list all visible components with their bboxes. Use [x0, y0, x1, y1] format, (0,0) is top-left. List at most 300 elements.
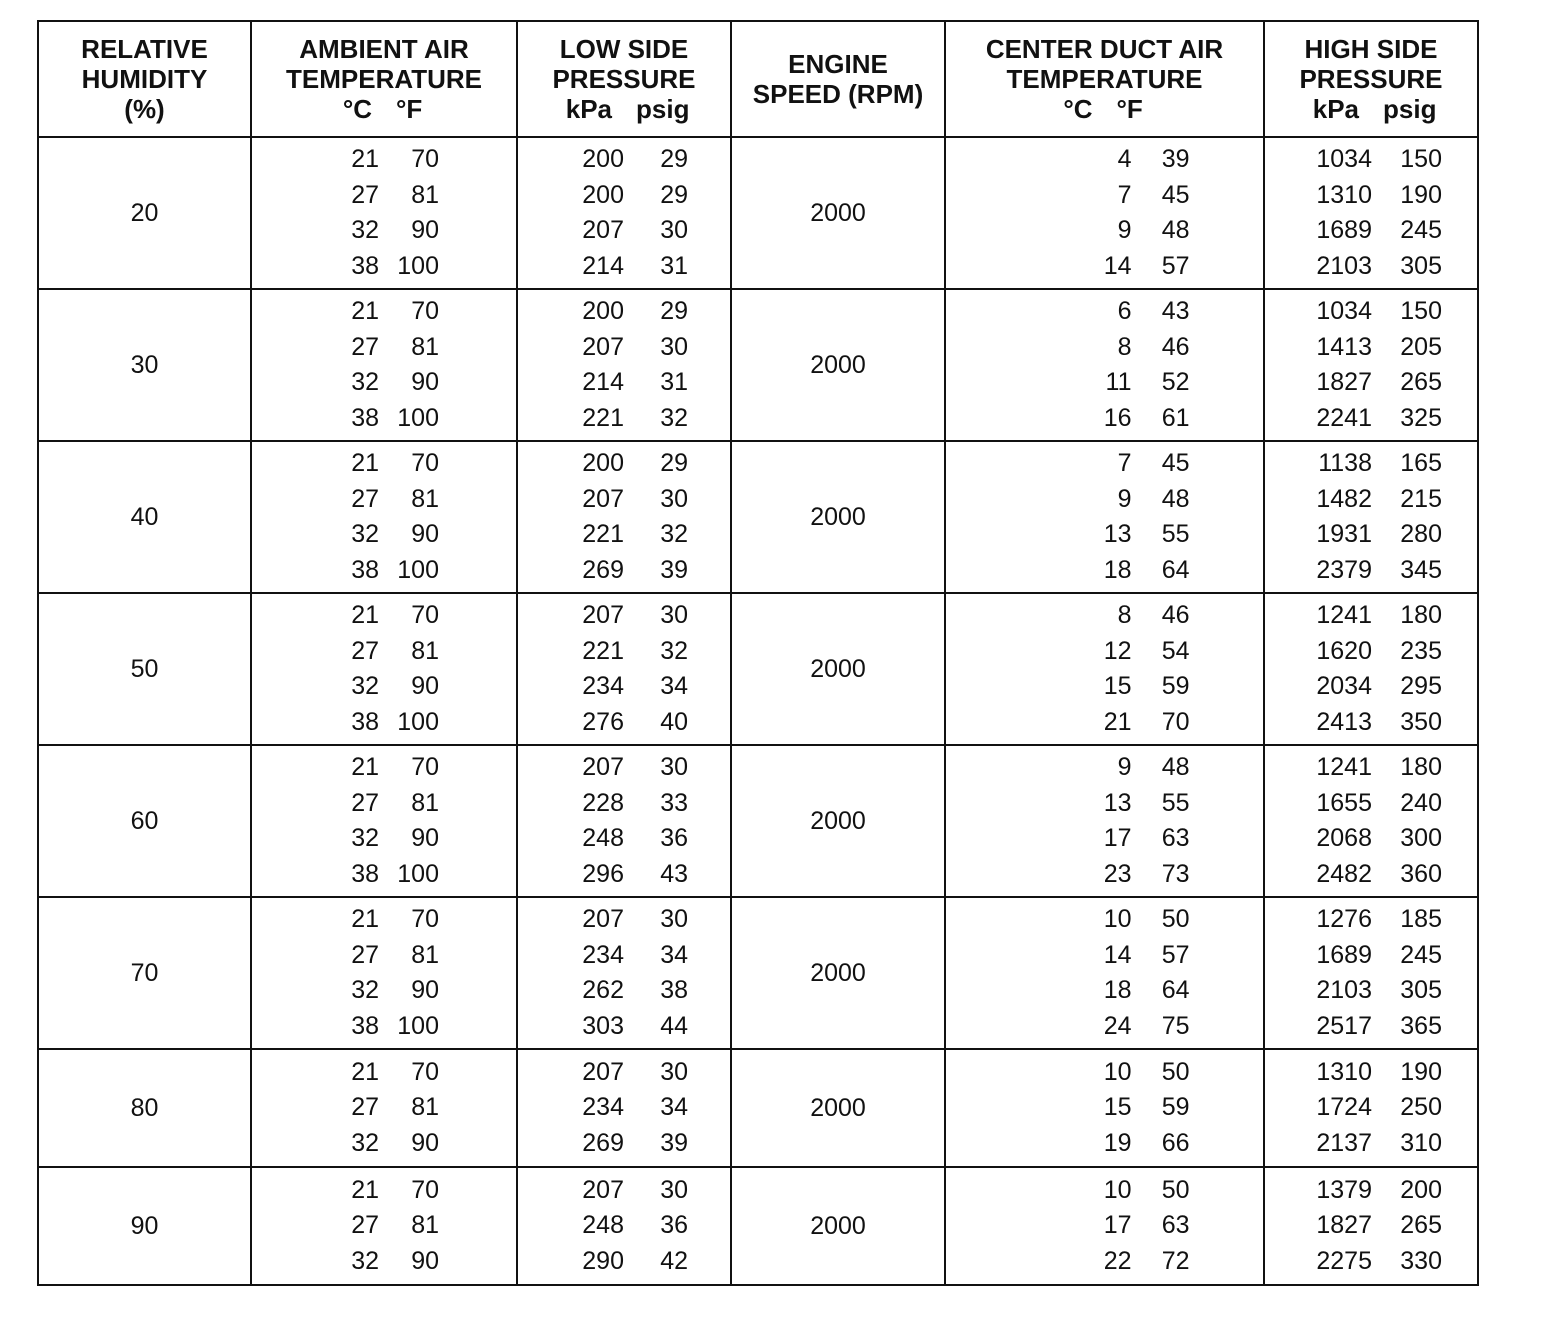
high-side-pressure-value-2: 245 [1400, 216, 1442, 244]
high-side-pressure-value-2: 360 [1400, 859, 1442, 888]
low-side-pressure-value-1: 269 [582, 1128, 624, 1157]
ambient-temperature-value-2: 70 [411, 905, 439, 933]
high-side-pressure-value-pair [1265, 786, 1477, 822]
ambient-temperature-value-2: 70 [411, 297, 439, 325]
low-side-pressure-value-pair [518, 705, 730, 741]
ambient-temperature-value-1: 27 [351, 1093, 379, 1122]
header-low-side-pressure: LOW SIDE PRESSURE kPa psig [517, 21, 731, 137]
ambient-temperature-value-1: 27 [351, 332, 379, 361]
low-side-pressure-value-1: 221 [582, 403, 624, 432]
low-side-pressure-value-2: 31 [660, 368, 688, 396]
high-side-pressure-value-2: 325 [1400, 403, 1442, 432]
center-duct-temperature-value-pair [946, 446, 1263, 482]
high-side-pressure-value-2: 250 [1400, 1093, 1442, 1122]
high-side-pressure-value-2: 235 [1400, 636, 1442, 665]
low-side-pressure-value-2: 29 [660, 145, 688, 173]
high-side-pressure-value-pair [1265, 1173, 1477, 1209]
low-side-pressure-value-1: 214 [582, 251, 624, 280]
low-side-pressure-value-pair [518, 821, 730, 857]
high-side-pressure-value-pair [1265, 553, 1477, 589]
high-side-pressure-value-pair [1265, 1126, 1477, 1162]
low-side-pressure-value-2: 34 [660, 1093, 688, 1122]
center-duct-temperature-value-1: 10 [1103, 1175, 1132, 1204]
high-side-pressure-value-2: 305 [1400, 251, 1442, 280]
low-side-pressure-value-pair [518, 669, 730, 705]
high-side-pressure-value-1: 1138 [1318, 449, 1372, 477]
ambient-temperature-value-2: 70 [411, 1057, 439, 1086]
high-side-pressure-value-2: 345 [1400, 555, 1442, 584]
low-side-pressure-value-1: 234 [582, 1093, 624, 1122]
high-side-pressure-value-pair [1265, 142, 1477, 178]
ambient-temperature-value-1: 32 [351, 520, 379, 548]
low-side-pressure-value-1: 221 [582, 520, 624, 548]
ambient-temperature-value-2: 90 [411, 1246, 439, 1275]
ambient-temperature-value-pair [252, 705, 516, 741]
ambient-temperature-value-pair [252, 1090, 516, 1126]
high-side-pressure-value-pair [1265, 705, 1477, 741]
low-side-pressure-value-1: 303 [582, 1011, 624, 1040]
ambient-temperature-value-pair [252, 1208, 516, 1244]
ambient-temperature-value-2: 81 [411, 1093, 439, 1122]
center-duct-temperature-value-1: 11 [1105, 368, 1132, 396]
ambient-temperature-value-2: 100 [397, 403, 439, 432]
center-duct-temperature-value-pair [946, 1055, 1263, 1091]
high-side-pressure-value-pair [1265, 1055, 1477, 1091]
low-side-pressure-value-1: 207 [582, 484, 624, 513]
center-duct-temperature-value-2: 73 [1161, 859, 1190, 888]
high-side-pressure-value-2: 295 [1400, 672, 1442, 700]
high-side-pressure-value-1: 1241 [1316, 601, 1372, 629]
low-side-pressure-value-pair [518, 482, 730, 518]
center-duct-temperature-value-2: 55 [1161, 788, 1190, 817]
low-side-pressure-value-pair [518, 178, 730, 214]
center-duct-temperature-value-pair [946, 178, 1263, 214]
high-side-pressure-value-2: 310 [1400, 1128, 1442, 1157]
high-side-pressure-value-1: 1034 [1316, 297, 1372, 325]
ambient-temperature-value-1: 32 [351, 824, 379, 852]
low-side-pressure-value-pair [518, 634, 730, 670]
low-side-pressure-value-1: 290 [582, 1246, 624, 1275]
high-side-pressure-value-2: 330 [1400, 1246, 1442, 1275]
center-duct-temperature-value-pair [946, 330, 1263, 366]
ambient-temperature-value-pair [252, 330, 516, 366]
low-side-pressure-value-1: 248 [582, 824, 624, 852]
center-duct-temperature-value-1: 15 [1103, 672, 1132, 700]
center-duct-temperature-value-1: 12 [1103, 636, 1132, 665]
center-duct-temperature-value-2: 46 [1161, 332, 1190, 361]
ambient-temperature-value-1: 21 [351, 145, 379, 173]
low-side-pressure-value-2: 33 [660, 788, 688, 817]
ambient-temperature-value-pair [252, 213, 516, 249]
ambient-temperature-value-2: 81 [411, 636, 439, 665]
low-side-pressure-value-2: 30 [660, 753, 688, 781]
low-side-pressure-value-pair [518, 973, 730, 1009]
ambient-temperature-cell [251, 745, 517, 897]
ambient-temperature-value-2: 81 [411, 940, 439, 969]
low-side-pressure-value-pair [518, 517, 730, 553]
ambient-temperature-value-1: 21 [351, 753, 379, 781]
center-duct-temperature-value-1: 23 [1103, 859, 1132, 888]
high-side-pressure-value-1: 2275 [1316, 1246, 1372, 1275]
ambient-temperature-value-1: 27 [351, 484, 379, 513]
ambient-temperature-value-pair [252, 821, 516, 857]
center-duct-temperature-value-1: 8 [1117, 601, 1132, 629]
low-side-pressure-value-1: 207 [582, 1057, 624, 1086]
engine-speed-cell: 2000 [731, 441, 945, 593]
low-side-pressure-value-2: 34 [660, 940, 688, 969]
ambient-temperature-value-2: 90 [411, 672, 439, 700]
high-side-pressure-value-1: 1276 [1316, 905, 1372, 933]
high-side-pressure-cell [1264, 441, 1478, 593]
center-duct-temperature-value-1: 14 [1103, 940, 1132, 969]
engine-speed-cell: 2000 [731, 897, 945, 1049]
table-row [38, 745, 1478, 897]
low-side-pressure-value-2: 31 [660, 251, 688, 280]
center-duct-temperature-cell [945, 1049, 1264, 1167]
center-duct-temperature-value-2: 45 [1161, 180, 1190, 209]
low-side-pressure-value-pair [518, 938, 730, 974]
center-duct-temperature-value-1: 13 [1103, 520, 1132, 548]
center-duct-temperature-value-2: 64 [1161, 976, 1190, 1004]
ambient-temperature-value-pair [252, 938, 516, 974]
low-side-pressure-value-2: 30 [660, 216, 688, 244]
center-duct-temperature-value-2: 75 [1161, 1011, 1190, 1040]
center-duct-temperature-value-1: 16 [1103, 403, 1132, 432]
low-side-pressure-value-pair [518, 902, 730, 938]
center-duct-temperature-value-2: 61 [1161, 403, 1190, 432]
table-row [38, 289, 1478, 441]
center-duct-temperature-value-pair [946, 213, 1263, 249]
ambient-temperature-value-pair [252, 598, 516, 634]
ambient-temperature-value-2: 81 [411, 788, 439, 817]
low-side-pressure-value-2: 30 [660, 601, 688, 629]
ambient-temperature-value-pair [252, 517, 516, 553]
high-side-pressure-value-1: 2379 [1316, 555, 1372, 584]
ambient-temperature-value-pair [252, 786, 516, 822]
center-duct-temperature-value-pair [946, 1208, 1263, 1244]
ambient-temperature-value-2: 100 [397, 555, 439, 584]
center-duct-temperature-value-2: 50 [1161, 1057, 1190, 1086]
ac-performance-table [37, 20, 1479, 1286]
center-duct-temperature-value-1: 17 [1103, 1211, 1132, 1240]
low-side-pressure-value-1: 207 [582, 905, 624, 933]
high-side-pressure-value-2: 165 [1400, 449, 1442, 477]
high-side-pressure-value-pair [1265, 857, 1477, 893]
center-duct-temperature-value-1: 10 [1103, 1057, 1132, 1086]
high-side-pressure-value-pair [1265, 213, 1477, 249]
ambient-temperature-value-pair [252, 401, 516, 437]
ambient-temperature-value-pair [252, 1055, 516, 1091]
ambient-temperature-value-1: 32 [351, 1246, 379, 1275]
high-side-pressure-value-1: 2103 [1316, 976, 1372, 1004]
center-duct-temperature-value-1: 7 [1117, 180, 1132, 209]
low-side-units: kPa psig [565, 94, 690, 124]
low-side-pressure-value-2: 38 [660, 976, 688, 1004]
high-side-pressure-value-1: 2482 [1316, 859, 1372, 888]
ambient-temperature-value-pair [252, 1126, 516, 1162]
center-duct-temperature-cell [945, 897, 1264, 1049]
low-side-pressure-value-pair [518, 1090, 730, 1126]
low-side-pressure-value-pair [518, 553, 730, 589]
high-side-pressure-value-pair [1265, 669, 1477, 705]
high-side-pressure-value-1: 1310 [1316, 1057, 1372, 1086]
low-side-pressure-cell [517, 441, 731, 593]
table-body [38, 137, 1478, 1285]
high-side-pressure-value-2: 245 [1400, 940, 1442, 969]
high-side-pressure-value-pair [1265, 1009, 1477, 1045]
center-duct-temperature-value-pair [946, 1173, 1263, 1209]
high-side-pressure-value-2: 150 [1400, 145, 1442, 173]
high-side-pressure-value-2: 180 [1400, 753, 1442, 781]
center-duct-temperature-value-pair [946, 401, 1263, 437]
ambient-temperature-value-1: 21 [351, 1057, 379, 1086]
ambient-temperature-value-1: 21 [351, 905, 379, 933]
ambient-temperature-value-1: 27 [351, 788, 379, 817]
low-side-pressure-value-1: 234 [582, 672, 624, 700]
low-side-pressure-value-1: 207 [582, 216, 624, 244]
ambient-temperature-value-1: 38 [351, 251, 379, 280]
ambient-temperature-value-2: 90 [411, 520, 439, 548]
low-side-pressure-value-1: 200 [582, 180, 624, 209]
center-duct-temperature-value-2: 59 [1161, 672, 1190, 700]
center-duct-temperature-value-2: 43 [1161, 297, 1190, 325]
high-side-pressure-value-pair [1265, 482, 1477, 518]
high-side-pressure-value-pair [1265, 598, 1477, 634]
center-duct-temperature-value-pair [946, 1090, 1263, 1126]
center-duct-temperature-value-2: 45 [1161, 449, 1190, 477]
low-side-pressure-value-pair [518, 249, 730, 285]
low-side-pressure-cell [517, 593, 731, 745]
low-side-pressure-value-2: 32 [660, 403, 688, 432]
ambient-temperature-value-1: 21 [351, 1175, 379, 1204]
ambient-temperature-cell [251, 1167, 517, 1285]
low-side-pressure-value-1: 200 [582, 449, 624, 477]
center-duct-temperature-value-1: 18 [1103, 555, 1132, 584]
ambient-temperature-value-pair [252, 634, 516, 670]
humidity-cell: 40 [38, 441, 251, 593]
ambient-temperature-value-pair [252, 857, 516, 893]
high-side-pressure-value-2: 300 [1400, 824, 1442, 852]
ambient-temperature-cell [251, 897, 517, 1049]
center-duct-temperature-value-2: 46 [1161, 601, 1190, 629]
ambient-temperature-value-1: 21 [351, 601, 379, 629]
high-side-pressure-value-pair [1265, 330, 1477, 366]
ambient-temperature-value-2: 81 [411, 180, 439, 209]
low-side-pressure-value-2: 30 [660, 484, 688, 513]
ambient-temperature-value-pair [252, 1244, 516, 1280]
high-side-pressure-value-pair [1265, 750, 1477, 786]
low-side-pressure-value-pair [518, 365, 730, 401]
high-side-pressure-value-pair [1265, 446, 1477, 482]
center-duct-temperature-value-2: 63 [1161, 1211, 1190, 1240]
ambient-temperature-value-1: 21 [351, 449, 379, 477]
low-side-pressure-value-pair [518, 446, 730, 482]
center-duct-temperature-value-1: 9 [1117, 753, 1132, 781]
center-duct-temperature-value-1: 15 [1103, 1093, 1132, 1122]
ambient-temperature-value-pair [252, 294, 516, 330]
header-center-duct-air-temperature: CENTER DUCT AIR TEMPERATURE °C °F [945, 21, 1264, 137]
low-side-pressure-value-2: 29 [660, 297, 688, 325]
high-side-pressure-value-1: 1689 [1316, 216, 1372, 244]
low-side-pressure-value-pair [518, 1055, 730, 1091]
center-duct-temperature-value-1: 10 [1103, 905, 1132, 933]
low-side-pressure-value-1: 200 [582, 297, 624, 325]
ambient-temperature-value-pair [252, 482, 516, 518]
high-side-pressure-cell [1264, 745, 1478, 897]
low-side-pressure-value-1: 276 [582, 707, 624, 736]
high-side-pressure-cell [1264, 1049, 1478, 1167]
low-side-pressure-value-2: 30 [660, 1175, 688, 1204]
high-side-pressure-value-2: 200 [1400, 1175, 1442, 1204]
low-side-pressure-value-2: 43 [660, 859, 688, 888]
table-row [38, 897, 1478, 1049]
table-row [38, 593, 1478, 745]
center-duct-temperature-value-1: 13 [1103, 788, 1132, 817]
high-side-pressure-cell [1264, 593, 1478, 745]
center-duct-temperature-value-1: 9 [1117, 484, 1132, 513]
low-side-pressure-value-1: 262 [582, 976, 624, 1004]
low-side-pressure-value-2: 29 [660, 180, 688, 209]
center-duct-temperature-value-pair [946, 750, 1263, 786]
center-duct-temperature-value-pair [946, 938, 1263, 974]
high-side-pressure-value-2: 265 [1400, 1211, 1442, 1240]
header-ambient-air-temperature: AMBIENT AIR TEMPERATURE °C °F [251, 21, 517, 137]
high-side-pressure-value-2: 350 [1400, 707, 1442, 736]
humidity-cell: 70 [38, 897, 251, 1049]
ambient-temperature-value-1: 27 [351, 180, 379, 209]
high-side-pressure-value-1: 2241 [1316, 403, 1372, 432]
ambient-temperature-value-pair [252, 750, 516, 786]
center-duct-temperature-value-2: 64 [1161, 555, 1190, 584]
low-side-pressure-value-pair [518, 598, 730, 634]
ambient-temperature-value-pair [252, 142, 516, 178]
low-side-pressure-value-2: 39 [660, 1128, 688, 1157]
ambient-temperature-value-pair [252, 1173, 516, 1209]
center-duct-temperature-value-pair [946, 786, 1263, 822]
high-side-pressure-value-pair [1265, 938, 1477, 974]
center-duct-temperature-value-pair [946, 669, 1263, 705]
low-side-pressure-value-pair [518, 213, 730, 249]
high-side-pressure-value-1: 1034 [1316, 145, 1372, 173]
high-side-pressure-value-pair [1265, 902, 1477, 938]
high-side-pressure-value-1: 1482 [1316, 484, 1372, 513]
center-duct-temperature-value-pair [946, 249, 1263, 285]
ambient-temperature-value-2: 70 [411, 601, 439, 629]
high-side-pressure-value-1: 1655 [1316, 788, 1372, 817]
ambient-temperature-value-pair [252, 902, 516, 938]
ambient-temperature-value-1: 38 [351, 1011, 379, 1040]
engine-speed-cell: 2000 [731, 745, 945, 897]
center-duct-temperature-value-2: 59 [1161, 1093, 1190, 1122]
low-side-pressure-value-2: 32 [660, 520, 688, 548]
low-side-pressure-value-pair [518, 1173, 730, 1209]
low-side-pressure-value-pair [518, 401, 730, 437]
high-side-pressure-value-1: 1931 [1316, 520, 1372, 548]
low-side-pressure-value-1: 234 [582, 940, 624, 969]
high-side-pressure-value-2: 205 [1400, 332, 1442, 361]
ambient-temperature-cell [251, 137, 517, 289]
ambient-temperature-value-1: 27 [351, 940, 379, 969]
center-duct-temperature-value-2: 50 [1161, 1175, 1190, 1204]
low-side-pressure-value-2: 36 [660, 824, 688, 852]
center-duct-temperature-value-pair [946, 517, 1263, 553]
low-side-pressure-value-2: 44 [660, 1011, 688, 1040]
low-side-pressure-value-2: 30 [660, 332, 688, 361]
high-side-pressure-value-1: 1413 [1316, 332, 1372, 361]
center-duct-temperature-value-1: 21 [1103, 707, 1132, 736]
high-side-pressure-value-2: 185 [1400, 905, 1442, 933]
center-duct-temperature-value-pair [946, 902, 1263, 938]
low-side-pressure-value-2: 34 [660, 672, 688, 700]
low-side-pressure-value-pair [518, 750, 730, 786]
low-side-pressure-value-1: 200 [582, 145, 624, 173]
high-side-pressure-value-1: 2068 [1316, 824, 1372, 852]
low-side-pressure-value-pair [518, 1208, 730, 1244]
center-duct-temperature-value-pair [946, 1244, 1263, 1280]
high-side-pressure-value-2: 215 [1400, 484, 1442, 513]
center-duct-temperature-cell [945, 745, 1264, 897]
center-duct-temperature-value-pair [946, 553, 1263, 589]
low-side-pressure-value-1: 207 [582, 1175, 624, 1204]
low-side-pressure-value-2: 29 [660, 449, 688, 477]
high-side-pressure-value-2: 280 [1400, 520, 1442, 548]
low-side-pressure-value-1: 269 [582, 555, 624, 584]
center-duct-temperature-value-pair [946, 1009, 1263, 1045]
ambient-temperature-value-1: 32 [351, 216, 379, 244]
center-duct-temperature-value-1: 4 [1117, 145, 1132, 173]
ambient-temperature-value-pair [252, 1009, 516, 1045]
center-duct-temperature-value-2: 48 [1161, 753, 1190, 781]
humidity-cell: 90 [38, 1167, 251, 1285]
ambient-temperature-value-1: 32 [351, 976, 379, 1004]
low-side-pressure-value-2: 30 [660, 905, 688, 933]
humidity-cell: 50 [38, 593, 251, 745]
low-side-pressure-cell [517, 1049, 731, 1167]
low-side-pressure-value-pair [518, 1009, 730, 1045]
ambient-temperature-cell [251, 441, 517, 593]
low-side-pressure-value-pair [518, 142, 730, 178]
center-duct-temperature-value-2: 57 [1161, 940, 1190, 969]
ambient-temperature-value-1: 38 [351, 707, 379, 736]
ambient-temperature-cell [251, 289, 517, 441]
ambient-temperature-value-1: 38 [351, 403, 379, 432]
high-side-pressure-value-1: 1310 [1316, 180, 1372, 209]
center-duct-temperature-value-pair [946, 598, 1263, 634]
ambient-temperature-value-2: 100 [397, 859, 439, 888]
ambient-temperature-value-pair [252, 973, 516, 1009]
ambient-temperature-value-pair [252, 446, 516, 482]
low-side-pressure-value-1: 296 [582, 859, 624, 888]
high-side-pressure-value-2: 240 [1400, 788, 1442, 817]
header-relative-humidity: RELATIVE HUMIDITY (%) [38, 21, 251, 137]
high-side-pressure-cell [1264, 1167, 1478, 1285]
high-side-pressure-value-2: 150 [1400, 297, 1442, 325]
table-row [38, 441, 1478, 593]
low-side-pressure-value-1: 248 [582, 1211, 624, 1240]
high-side-pressure-value-1: 1827 [1316, 1211, 1372, 1240]
ambient-temperature-value-1: 32 [351, 368, 379, 396]
high-side-units: kPa psig [1312, 94, 1437, 124]
center-duct-temperature-value-1: 9 [1117, 216, 1132, 244]
high-side-pressure-value-pair [1265, 1090, 1477, 1126]
high-side-pressure-value-pair [1265, 1244, 1477, 1280]
center-duct-temperature-value-pair [946, 634, 1263, 670]
center-duct-temperature-value-2: 39 [1161, 145, 1190, 173]
center-duct-temperature-value-2: 63 [1161, 824, 1190, 852]
high-side-pressure-cell [1264, 137, 1478, 289]
low-side-pressure-value-pair [518, 330, 730, 366]
ambient-temperature-value-1: 32 [351, 672, 379, 700]
